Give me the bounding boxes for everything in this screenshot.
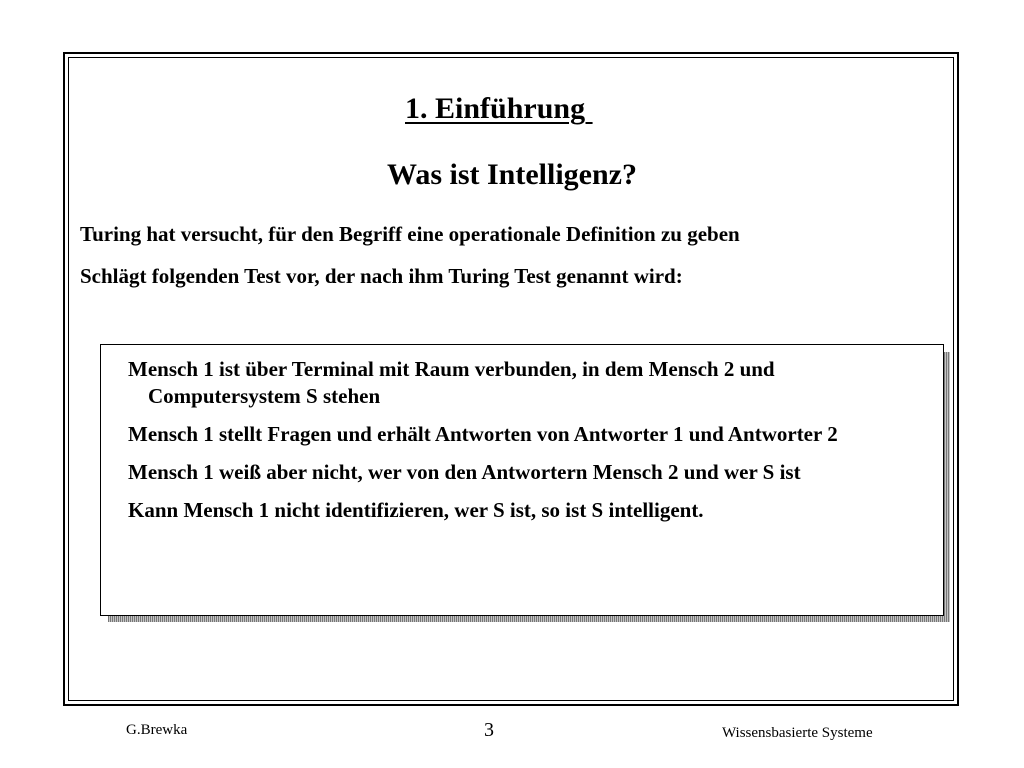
footer-course: Wissensbasierte Systeme: [722, 725, 873, 741]
turing-test-list: [128, 356, 918, 535]
list-item: Mensch 1 ist über Terminal mit Raum verbunden, in dem Mensch 2 und Computersystem S stehen: [128, 357, 775, 408]
intro-line-1: Turing hat versucht, für den Begriff eine operationale Definition zu geben: [80, 222, 740, 246]
list-item: Kann Mensch 1 nicht identifizieren, wer S ist, so ist S intelligent.: [128, 498, 704, 522]
list-item: Mensch 1 weiß aber nicht, wer von den Antwortern Mensch 2 und wer S ist: [128, 460, 801, 484]
footer-page-number: 3: [484, 719, 494, 741]
list-item: Mensch 1 stellt Fragen und erhält Antworten von Antworter 1 und Antworter 2: [128, 422, 838, 446]
slide-subtitle: Was ist Intelligenz?: [386, 158, 637, 191]
intro-line-2: Schlägt folgenden Test vor, der nach ihm Turing Test genannt wird:: [80, 264, 683, 288]
footer-author: G.Brewka: [126, 722, 188, 738]
slide-title: 1. Einführung: [405, 92, 593, 125]
